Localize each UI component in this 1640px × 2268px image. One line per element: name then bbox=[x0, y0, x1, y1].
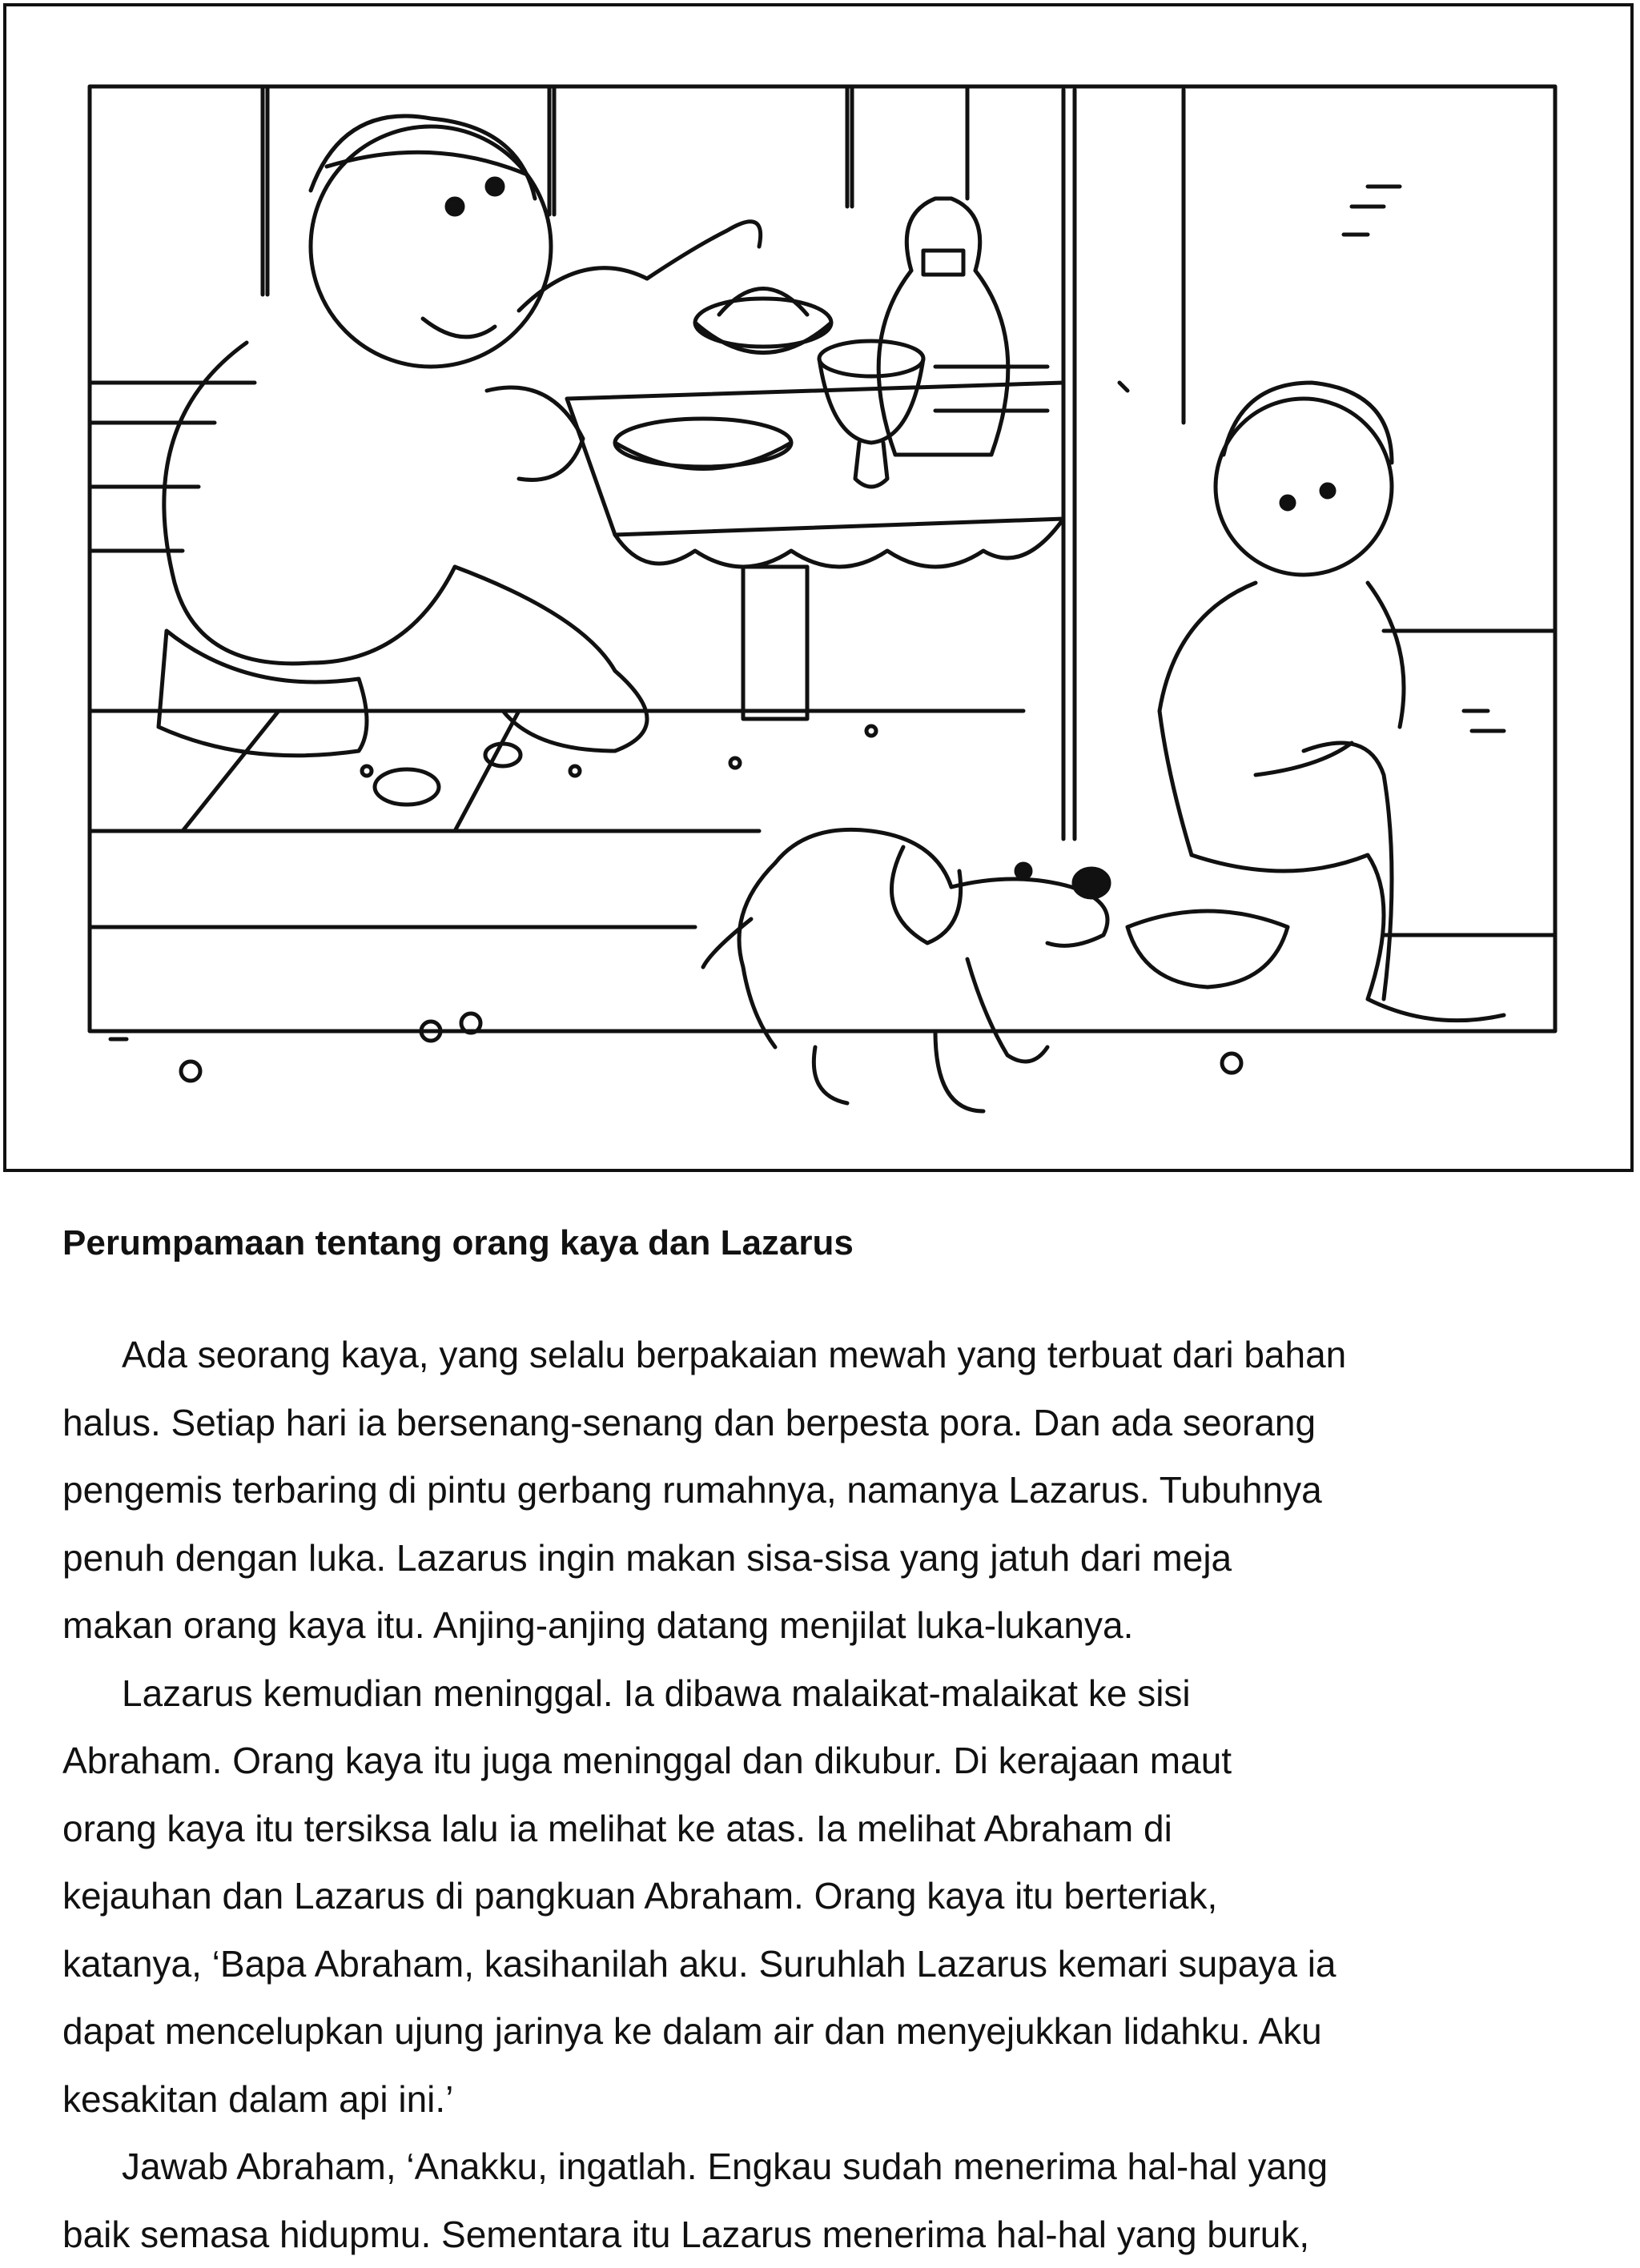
story-line: makan orang kaya itu. Anjing-anjing datang menjilat luka-lukanya. bbox=[62, 1604, 1134, 1646]
story-text bbox=[62, 1321, 1600, 2268]
story-line: pengemis terbaring di pintu gerbang rumahnya, namanya Lazarus. Tubuhnya bbox=[62, 1469, 1322, 1511]
story-line: Jawab Abraham, ‘Anakku, ingatlah. Engkau sudah menerima hal-hal yang bbox=[122, 2146, 1328, 2187]
story-line: katanya, ‘Bapa Abraham, kasihanilah aku. Suruhlah Lazarus kemari supaya ia bbox=[62, 1942, 1337, 1985]
illustration-frame bbox=[3, 3, 1634, 1172]
story-line: Abraham. Orang kaya itu juga meninggal dan dikubur. Di kerajaan maut bbox=[62, 1740, 1232, 1781]
story-line: orang kaya itu tersiksa lalu ia melihat ke atas. Ia melihat Abraham di bbox=[62, 1807, 1172, 1849]
story-line: kesakitan dalam api ini.’ bbox=[62, 2077, 454, 2120]
story-line: halus. Setiap hari ia bersenang-senang dan berpesta pora. Dan ada seorang bbox=[62, 1401, 1316, 1443]
story-paragraph bbox=[62, 2133, 1600, 2268]
story-paragraph bbox=[62, 1660, 1600, 2134]
story-line: Ada seorang kaya, yang selalu berpakaian mewah yang terbuat dari bahan bbox=[122, 1334, 1347, 1375]
rich-man-and-lazarus-illustration-icon bbox=[6, 6, 1630, 1169]
story-line: dapat mencelupkan ujung jarinya ke dalam air dan menyejukkan lidahku. Aku bbox=[62, 2010, 1322, 2052]
story-line: baik semasa hidupmu. Sementara itu Lazarus menerima hal-hal yang buruk, bbox=[62, 2213, 1310, 2255]
story-line: penuh dengan luka. Lazarus ingin makan sisa-sisa yang jatuh dari meja bbox=[62, 1536, 1232, 1579]
story-line: kejauhan dan Lazarus di pangkuan Abraham. Orang kaya itu berteriak, bbox=[62, 1875, 1218, 1917]
story-paragraph bbox=[62, 1321, 1600, 1660]
story-line: Lazarus kemudian meninggal. Ia dibawa malaikat-malaikat ke sisi bbox=[122, 1672, 1191, 1714]
story-title: Perumpamaan tentang orang kaya dan Lazarus bbox=[62, 1223, 854, 1262]
